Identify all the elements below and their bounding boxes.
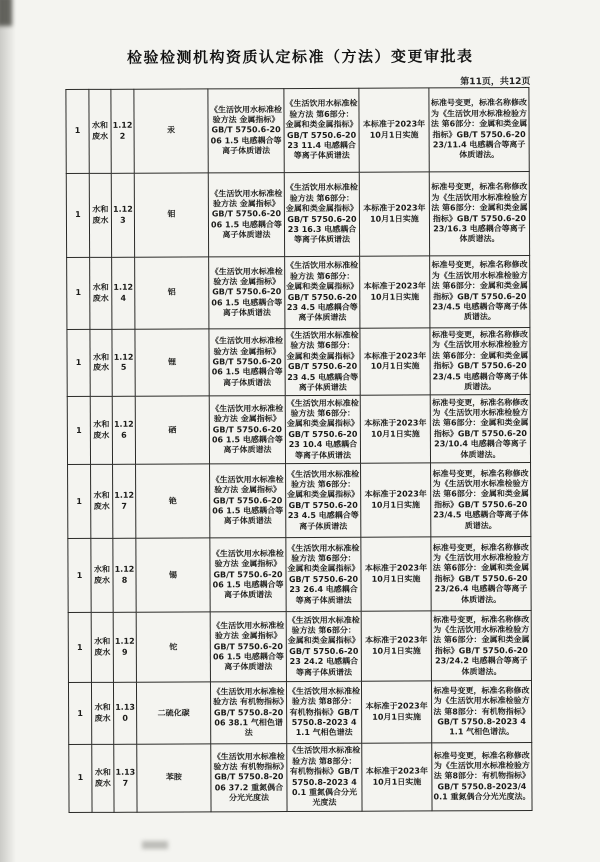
cell-sample-type: 水和废水 bbox=[91, 683, 113, 745]
cell-remark: 标准号变更，标准名称修改为《生活饮用水标准检验方法 第6部分：金属和类金属指标》GB/T 5750.6-2023/4.5 电感耦合等离子体质谱法。 bbox=[430, 256, 530, 328]
cell-remark: 标准号变更，标准名称修改为《生活饮用水标准检验方法 第6部分：金属和类金属指标》GB/T 5750.6-2023/4.5 电感耦合等离子体质谱法。 bbox=[430, 327, 530, 395]
cell-sample-type: 水和废水 bbox=[90, 397, 112, 465]
cell-seq: 1 bbox=[67, 397, 90, 465]
cell-seq: 1 bbox=[69, 745, 92, 812]
cell-code: 1.122 bbox=[111, 89, 134, 173]
cell-new-standard: 《生活饮用水标准检验方法 第6部分：金属和类金属指标》GB/T 5750.6-2023 11.4 电感耦合等离子体质谱法 bbox=[284, 88, 359, 172]
cell-remark: 标准号变更，标准名称修改为《生活饮用水标准检验方法 第8部分：有机物指标》GB/T 5750.8-2023/40.1 重氮偶合分光光度法。 bbox=[432, 743, 532, 811]
scan-edge-shadow bbox=[0, 0, 16, 862]
cell-seq: 1 bbox=[68, 539, 91, 613]
cell-old-standard: 《生活饮用水标准检验方法 金属指标》GB/T 5750.6-2006 1.5 电感耦合等离子体质谱法 bbox=[210, 464, 286, 538]
cell-remark: 标准号变更，标准名称修改为《生活饮用水标准检验方法 第6部分：金属和类金属指标》GB/T 5750.6-2023/24.2 电感耦合等离子体质谱法。 bbox=[431, 611, 531, 681]
cell-code: 1.128 bbox=[113, 539, 136, 613]
cell-implementation: 本标准于2023年10月1日实施 bbox=[362, 743, 432, 811]
cell-parameter: 汞 bbox=[134, 89, 208, 173]
cell-implementation: 本标准于2023年10月1日实施 bbox=[360, 395, 430, 463]
cell-parameter: 硒 bbox=[135, 396, 209, 464]
cell-new-standard: 《生活饮用水标准检验方法 第6部分：金属和类金属指标》GB/T 5750.6-2023 26.4 电感耦合等离子体质谱法 bbox=[286, 538, 361, 612]
cell-seq: 1 bbox=[68, 683, 91, 745]
cell-new-standard: 《生活饮用水标准检验方法 第8部分：有机物指标》GB/T 5750.8-2023 40.1 重氮偶合分光光度法 bbox=[287, 744, 362, 812]
cell-parameter: 苯胺 bbox=[137, 744, 211, 812]
cell-new-standard: 《生活饮用水标准检验方法 第6部分：金属和类金属指标》GB/T 5750.6-2023 16.3 电感耦合等离子体质谱法 bbox=[284, 172, 359, 256]
cell-sample-type: 水和废水 bbox=[90, 329, 112, 396]
page-title: 检验检测机构资质认定标准（方法）变更审批表 bbox=[126, 47, 474, 67]
cell-parameter: 铊 bbox=[136, 612, 210, 682]
cell-code: 1.126 bbox=[112, 397, 135, 465]
table-row bbox=[67, 327, 530, 396]
table-row bbox=[68, 681, 531, 745]
cell-parameter: 锂 bbox=[135, 329, 209, 397]
cell-new-standard: 《生活饮用水标准检验方法 第6部分：金属和类金属指标》GB/T 5750.6-2023 10.4 电感耦合等离子体质谱法 bbox=[285, 396, 360, 464]
cell-old-standard: 《生活饮用水标准检验方法 金属指标》GB/T 5750.6-2006 1.5 电感耦合等离子体质谱法 bbox=[209, 396, 285, 464]
table-row bbox=[69, 743, 532, 812]
cell-implementation: 本标准于2023年10月1日实施 bbox=[361, 611, 431, 681]
cell-code: 1.125 bbox=[112, 329, 135, 396]
cell-remark: 标准号变更，标准名称修改为《生活饮用水标准检验方法 第8部分：有机物指标》GB/T 5750.8-2023 41.1 气相色谱法。 bbox=[431, 681, 531, 743]
cell-code: 1.130 bbox=[113, 683, 136, 745]
cell-seq: 1 bbox=[68, 465, 91, 539]
scan-corner-mark bbox=[0, 0, 12, 26]
cell-new-standard: 《生活饮用水标准检验方法 第8部分：有机物指标》GB/T 5750.8-2023 41.1 气相色谱法 bbox=[286, 682, 361, 744]
cell-code: 1.127 bbox=[113, 465, 136, 539]
cell-sample-type: 水和废水 bbox=[91, 465, 113, 539]
scan-smudge bbox=[142, 841, 168, 849]
cell-parameter: 锡 bbox=[136, 538, 210, 612]
cell-old-standard: 《生活饮用水标准检验方法 有机物指标》GB/T 5750.8-2006 38.1 气相色谱法 bbox=[210, 682, 286, 744]
cell-sample-type: 水和废水 bbox=[89, 173, 111, 257]
cell-seq: 1 bbox=[66, 173, 89, 257]
cell-old-standard: 《生活饮用水标准检验方法 金属指标》GB/T 5750.6-2006 1.5 电感耦合等离子体质谱法 bbox=[210, 612, 286, 682]
table-row bbox=[68, 611, 531, 683]
cell-sample-type: 水和废水 bbox=[91, 539, 113, 613]
cell-old-standard: 《生活饮用水标准检验方法 金属指标》GB/T 5750.6-2006 1.5 电感耦合等离子体质谱法 bbox=[208, 89, 284, 173]
cell-remark: 标准号变更，标准名称修改为《生活饮用水标准检验方法 第6部分：金属和类金属指标》GB/T 5750.6-2023/4.5 电感耦合等离子体质谱法。 bbox=[431, 463, 531, 537]
cell-old-standard: 《生活饮用水标准检验方法 金属指标》GB/T 5750.6-2006 1.5 电感耦合等离子体质谱法 bbox=[209, 257, 285, 329]
cell-implementation: 本标准于2023年10月1日实施 bbox=[359, 172, 429, 256]
cell-seq: 1 bbox=[68, 613, 91, 683]
table-row bbox=[67, 256, 530, 330]
cell-implementation: 本标准于2023年10月1日实施 bbox=[361, 463, 431, 537]
table-row bbox=[66, 172, 529, 258]
cell-code: 1.137 bbox=[114, 745, 137, 812]
cell-parameter: 二硫化碳 bbox=[136, 682, 210, 744]
cell-sample-type: 水和废水 bbox=[90, 257, 112, 329]
cell-remark: 标准号变更，标准名称修改为《生活饮用水标准检验方法 第6部分：金属和类金属指标》GB/T 5750.6-2023/16.3 电感耦合等离子体质谱法。 bbox=[429, 172, 529, 256]
table-row bbox=[68, 537, 531, 613]
cell-parameter: 铯 bbox=[136, 464, 210, 538]
cell-parameter: 钼 bbox=[134, 173, 208, 257]
table-row bbox=[68, 463, 531, 539]
cell-code: 1.123 bbox=[111, 173, 134, 257]
cell-old-standard: 《生活饮用水标准检验方法 有机物指标》GB/T 5750.8-2006 37.2 重氮偶合分光光度法 bbox=[211, 744, 287, 812]
cell-sample-type: 水和废水 bbox=[92, 745, 114, 812]
table-row bbox=[67, 395, 530, 465]
cell-remark: 标准号变更，标准名称修改为《生活饮用水标准检验方法 第6部分：金属和类金属指标》GB/T 5750.6-2023/26.4 电感耦合等离子体质谱法。 bbox=[431, 537, 531, 611]
cell-seq: 1 bbox=[66, 89, 89, 173]
cell-seq: 1 bbox=[67, 329, 90, 396]
cell-implementation: 本标准于2023年10月1日实施 bbox=[360, 328, 430, 396]
cell-implementation: 本标准于2023年10月1日实施 bbox=[361, 681, 431, 743]
cell-implementation: 本标准于2023年10月1日实施 bbox=[359, 88, 429, 172]
cell-new-standard: 《生活饮用水标准检验方法 第6部分：金属和类金属指标》GB/T 5750.6-2023 4.5 电感耦合等离子体质谱法 bbox=[285, 328, 360, 396]
page-indicator: 第11页，共12页 bbox=[460, 76, 531, 88]
change-approval-table bbox=[65, 87, 532, 813]
cell-remark: 标准号变更，标准名称修改为《生活饮用水标准检验方法 第6部分：金属和类金属指标》GB/T 5750.6-2023/11.4 电感耦合等离子体质谱法。 bbox=[429, 88, 529, 172]
cell-new-standard: 《生活饮用水标准检验方法 第6部分：金属和类金属指标》GB/T 5750.6-2023 24.2 电感耦合等离子体质谱法 bbox=[286, 612, 361, 682]
table-row bbox=[66, 88, 529, 174]
cell-remark: 标准号变更，标准名称修改为《生活饮用水标准检验方法 第6部分：金属和类金属指标》GB/T 5750.6-2023/10.4 电感耦合等离子体质谱法。 bbox=[430, 395, 530, 463]
cell-implementation: 本标准于2023年10月1日实施 bbox=[361, 537, 431, 611]
cell-new-standard: 《生活饮用水标准检验方法 第6部分：金属和类金属指标》GB/T 5750.6-2023 4.5 电感耦合等离子体质谱法 bbox=[286, 464, 361, 538]
cell-code: 1.124 bbox=[112, 257, 135, 329]
cell-sample-type: 水和废水 bbox=[91, 613, 113, 683]
cell-sample-type: 水和废水 bbox=[89, 89, 111, 173]
cell-new-standard: 《生活饮用水标准检验方法 第6部分：金属和类金属指标》GB/T 5750.6-2023 4.5 电感耦合等离子体质谱法 bbox=[285, 256, 360, 328]
cell-code: 1.129 bbox=[113, 613, 136, 683]
cell-old-standard: 《生活饮用水标准检验方法 金属指标》GB/T 5750.6-2006 1.5 电感耦合等离子体质谱法 bbox=[209, 329, 285, 397]
cell-implementation: 本标准于2023年10月1日实施 bbox=[360, 256, 430, 328]
cell-parameter: 铝 bbox=[135, 257, 209, 329]
change-table-body bbox=[66, 88, 532, 813]
cell-old-standard: 《生活饮用水标准检验方法 金属指标》GB/T 5750.6-2006 1.5 电感耦合等离子体质谱法 bbox=[210, 538, 286, 612]
cell-old-standard: 《生活饮用水标准检验方法 金属指标》GB/T 5750.6-2006 1.5 电感耦合等离子体质谱法 bbox=[208, 173, 284, 257]
cell-seq: 1 bbox=[67, 257, 90, 329]
